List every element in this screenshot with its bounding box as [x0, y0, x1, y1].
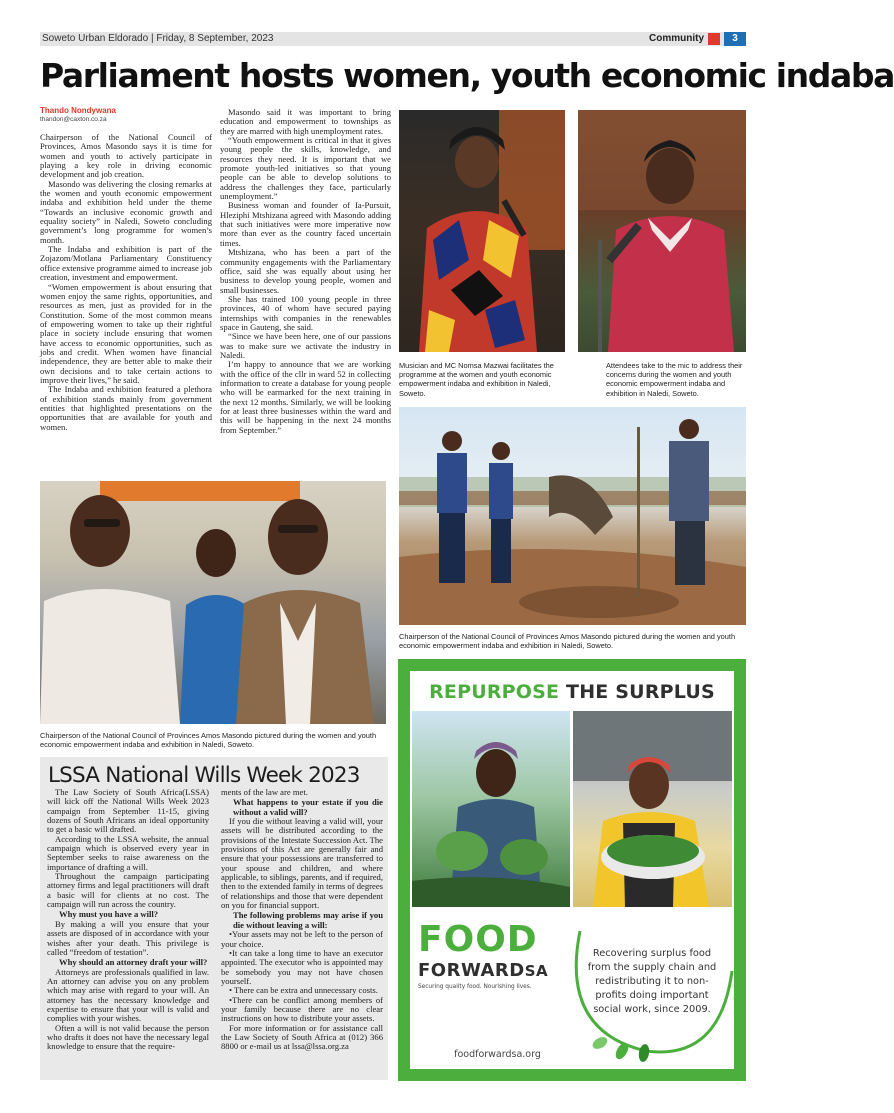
wills-subheading: Why should an attorney draft your will?: [59, 957, 208, 968]
logo-word-forward: [418, 961, 568, 981]
photo-mc-illustration: [399, 110, 565, 352]
wills-paragraph: By making a will you ensure that your assets are disposed of in accordance with your wishes after your death. This privilege is called “freedom of testation”.: [47, 918, 209, 957]
article-paragraph: The Indaba and exhibition is part of the Zojazom/Motlana Parliamentary Constituency office extensive programme aimed to increase job creation, investment and empowerment.: [40, 244, 212, 283]
wills-paragraph: •It can take a long time to have an executor appointed. The executor who is appointed may be somebody you may not have chosen yourself.: [221, 947, 383, 986]
photo-caption: Musician and MC Nomsa Mazwai facilitates the programme at the women and youth economic empowerment indaba and exhibition in Naledi, Soweto.: [399, 361, 554, 398]
photo-mc-speaking: [399, 110, 565, 352]
photo-tree-planting: [399, 407, 746, 625]
advert-website: foodforwardsa.org: [454, 1049, 541, 1060]
advert-farmer-illustration: [412, 711, 570, 907]
wills-paragraph: ments of the law are met.: [221, 787, 308, 797]
page-header-bar: [40, 32, 746, 46]
wills-subheading: The following problems may arise if you die without leaving a will:: [233, 910, 383, 930]
page-number: 3: [724, 32, 746, 46]
article-paragraph: I’m happy to announce that we are working with the office of the cllr in ward 52 in collecting information to create a database for young people who will be earmarked for the next training in the next 12 months. Similarly, we will be looking for at least three businesses within the ward and this will be happening in the next 24 months from September.”: [220, 359, 391, 435]
article-paragraph: She has trained 100 young people in three provinces, 40 of whom have secured paying internships with companies in the renewables space in Gauteng, she said.: [220, 293, 391, 332]
wills-column-2: [221, 788, 383, 1052]
logo-sa: SA: [524, 962, 549, 980]
wills-subheading: What happens to your estate if you die without a valid will?: [233, 797, 383, 817]
wills-paragraph: According to the LSSA website, the annual campaign which is observed every year in September seeks to raise awareness on the importance of drafting a will.: [47, 833, 209, 872]
wills-paragraph: The Law Society of South Africa(LSSA) will kick off the National Wills Week 2023 campaign from September 11-15, giving dozens of South Africans an ideal opportunity to get a basic will drafted.: [47, 787, 209, 835]
article-paragraph: Masondo said it was important to bring education and empowerment to townships as they are marred with high unemployment rates.: [220, 107, 391, 136]
wills-week-title: LSSA National Wills Week 2023: [48, 763, 360, 788]
logo-word-food: FOOD: [418, 919, 538, 960]
wills-paragraph: If you die without leaving a valid will, your assets will be distributed according to the provisions of the Intestate Succession Act. The provisions of this Act are generally fair and ensure that your possessions are transferred to your spouse and children, and where applicable, to siblings, parents, and if required, then to the extended family in terms of degrees of relationships and those that were dependent on you for financial support.: [221, 816, 383, 911]
article-paragraph: “Youth empowerment is critical in that it gives young people the skills, knowledge, and resources they need. It is important that we promote youth-led initiatives so that young people can be able to develop solutions to address the challenges they face, particularly unemployment.”: [220, 135, 391, 202]
advert-title: [410, 681, 734, 703]
article-paragraph: Mtshizana, who has been a part of the community engagements with the Parliamentary office, said she was equally about using her business to develop young people, women and small businesses.: [220, 247, 391, 295]
logo-forward: FORWARD: [418, 960, 525, 981]
author-email: thandon@caxton.co.za: [40, 116, 107, 123]
section-marker: [708, 33, 720, 45]
wills-column-1: [47, 788, 209, 1052]
logo-slogan: Securing quality food. Nourishing lives.: [418, 984, 532, 990]
wills-paragraph: •There can be conflict among members of your family because there are no clear instructions on how to distribute your assets.: [221, 994, 383, 1024]
advert-title-rest: THE SURPLUS: [566, 681, 715, 703]
wills-paragraph: •Your assets may not be left to the person of your choice.: [221, 929, 383, 949]
wills-paragraph: • There can be extra and unnecessary costs.: [229, 985, 378, 996]
photo-caption: Attendees take to the mic to address their concerns during the women and youth economic empowerment indaba and exhibition in Naledi, Soweto.: [606, 361, 743, 398]
wills-subheading: Why must you have a will?: [59, 909, 159, 920]
wills-paragraph: For more information or for assistance call the Law Society of South Africa at (012) 366 8800 or e-mail us at lssa@lssa.org.za: [221, 1022, 383, 1052]
advert-title-highlight: REPURPOSE: [429, 681, 560, 703]
advert-panel: [410, 671, 734, 1069]
photo-attendee-illustration: [578, 110, 746, 352]
photo-masondo-group: [40, 481, 386, 724]
article-paragraph: Chairperson of the National Council of Provinces, Amos Masondo says it is time for women and youth to actively participate in playing a key role in driving economic development and job creation.: [40, 132, 212, 180]
article-column-2: [220, 108, 391, 435]
advert-photo-cook: [573, 711, 732, 907]
author-name: Thando Nondywana: [40, 106, 116, 115]
food-forward-advert: [398, 659, 746, 1081]
advert-cook-illustration: [573, 711, 732, 907]
article-paragraph: “Since we have been here, one of our passions was to make sure we activate the industry in Naledi.: [220, 331, 391, 360]
article-paragraph: The Indaba and exhibition featured a plethora of exhibition stands mainly from government entities that highlighted presentations on the opportunities that are available for youth and women.: [40, 384, 212, 432]
photo-masondo-group-illustration: [40, 481, 386, 724]
photo-caption: Chairperson of the National Council of Provinces Amos Masondo pictured during the women and youth economic empowerment indaba and exhibition in Naledi, Soweto.: [40, 731, 377, 750]
article-column-1: [40, 133, 212, 432]
food-forward-logo: [418, 921, 568, 990]
photo-attendee-speaking: [578, 110, 746, 352]
article-paragraph: “Women empowerment is about ensuring that women enjoy the same rights, opportunities, and resources as men, just as provided for in the Constitution. Some of the most common means of empowering women to take up their rightful place in society include ensuring that women have access to economic opportunities, such as jobs and credit. When women have financial independence, they are better able to make their own decisions and to take certain actions to improve their lives,” he said.: [40, 281, 212, 385]
section-label: Community: [649, 33, 704, 44]
article-paragraph: Business woman and founder of Ia-Pursuit, Hleziphi Mtshizana agreed with Masondo adding that such initiatives were more imperative now more than ever as the country faced uncertain times.: [220, 200, 391, 248]
wills-paragraph: Throughout the campaign participating attorney firms and legal practitioners will draft a basic will for clients at no cost. The campaign will run across the country.: [47, 871, 209, 910]
byline: [40, 106, 116, 123]
publication-info: Soweto Urban Eldorado | Friday, 8 September, 2023: [42, 33, 274, 44]
photo-caption: Chairperson of the National Council of Provinces Amos Masondo pictured during the women and youth economic empowerment indaba and exhibition in Naledi, Soweto.: [399, 632, 736, 651]
advert-tagline: Recovering surplus food from the supply chain and redistributing it to non-profits doing important social work, since 2009.: [587, 948, 717, 1015]
advert-photo-farmer: [412, 711, 570, 907]
wills-paragraph: Often a will is not valid because the person who drafts it does not have the necessary legal knowledge to ensure that the require-: [47, 1022, 209, 1052]
photo-tree-planting-illustration: [399, 407, 746, 625]
article-headline: Parliament hosts women, youth economic indaba: [40, 56, 894, 95]
wills-paragraph: Attorneys are professionals qualified in law. An attorney can advise you on any problem which may arise with regard to your will. An attorney has the necessary knowledge and expertise to ensure that your will is valid and complies with your wishes.: [47, 966, 209, 1024]
article-paragraph: Masondo was delivering the closing remarks at the women and youth economic empowerment indaba and exhibition held under the theme “Towards an inclusive economic growth and equality society” in Naledi, Soweto concluding government’s long programme for women’s month.: [40, 178, 212, 245]
